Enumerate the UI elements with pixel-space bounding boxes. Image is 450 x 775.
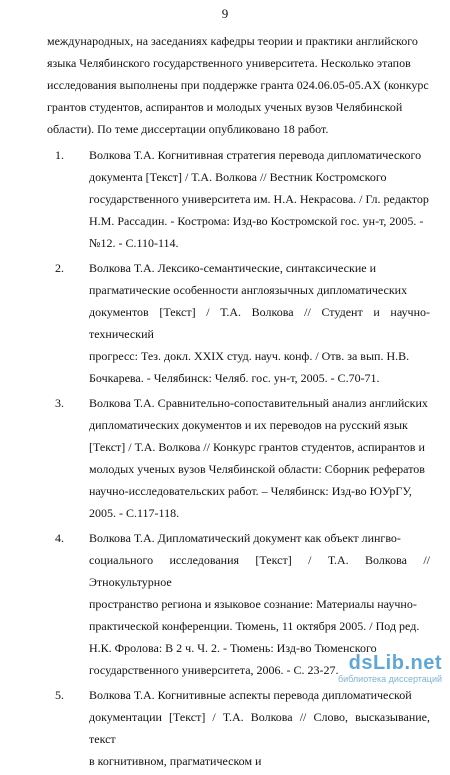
reference-text: Волкова Т.А. Когнитивная стратегия перевода дипломатического документа [Текст] / Т.А. Волкова // Вестник Костромского государственного университета им. Н.А. Некрасова. / Гл. редактор Н.М. Рассадин. - Кострома: Изд-во Костромской гос. ун-т, 2005. - №12. - С.110-114.: [89, 148, 429, 250]
watermark-logo: dsLib.net: [348, 652, 442, 674]
reference-number: 2.: [55, 261, 64, 275]
watermark: [330, 652, 442, 686]
reference-number: 4.: [55, 531, 64, 545]
reference-text: Волкова Т.А. Лексико-семантические, синтаксические и прагматические особенности англоязычных дипломатических документов [Текст] / Т.А. Волкова // Студент и научно-технический прогресс: Тез. докл. XXIX студ. науч. конф. / Отв. за вып. Н.В. Бочкарева. - Челябинск: Челяб. гос. ун-т, 2005. - С.70-71.: [89, 261, 430, 385]
reference-item: [47, 392, 430, 524]
reference-text: Волкова Т.А. Дипломатический документ как объект лингво- социального исследования [Текст] / Т.А. Волкова // Этнокультурное пространство региона и языковое сознание: Материалы научно- практической конференции. Тюмень, 11 октября 2005. / Под ред. Н.К. Фролова: В 2 ч. Ч. 2. - Тюмень: Изд-во Тюменского государственного университета, 2006. - С. 23-27.: [89, 531, 430, 677]
reference-number: 5.: [55, 688, 64, 702]
page-number: 9: [221, 6, 229, 21]
reference-item: [47, 684, 430, 772]
reference-number: 3.: [55, 396, 64, 410]
reference-number: 1.: [55, 148, 64, 162]
reference-text: Волкова Т.А. Когнитивные аспекты перевода дипломатической документации [Текст] / Т.А. Волкова // Слово, высказывание, текст в когнитивном, прагматическом и: [89, 688, 430, 768]
intro-paragraph: международных, на заседаниях кафедры теории и практики английского языка Челябинского государственного университета. Несколько этапов исследования выполнены при поддержке гранта 024.06.05-05.АХ (конкурс грантов студентов, аспирантов и молодых ученых вузов Челябинской области). По теме диссертации опубликовано 18 работ.: [47, 34, 429, 136]
watermark-caption: библиотека диссертаций: [337, 674, 442, 684]
reference-text: Волкова Т.А. Сравнительно-сопоставительный анализ английских дипломатических документов и их переводов на русский язык [Текст] / Т.А. Волкова // Конкурс грантов студентов, аспирантов и молодых ученых вузов Челябинской области: Сборник рефератов научно-исследовательских работ. – Челябинск: Изд-во ЮУрГУ, 2005. - С.117-118.: [89, 396, 428, 520]
reference-item: [47, 257, 430, 389]
reference-item: [47, 144, 430, 254]
